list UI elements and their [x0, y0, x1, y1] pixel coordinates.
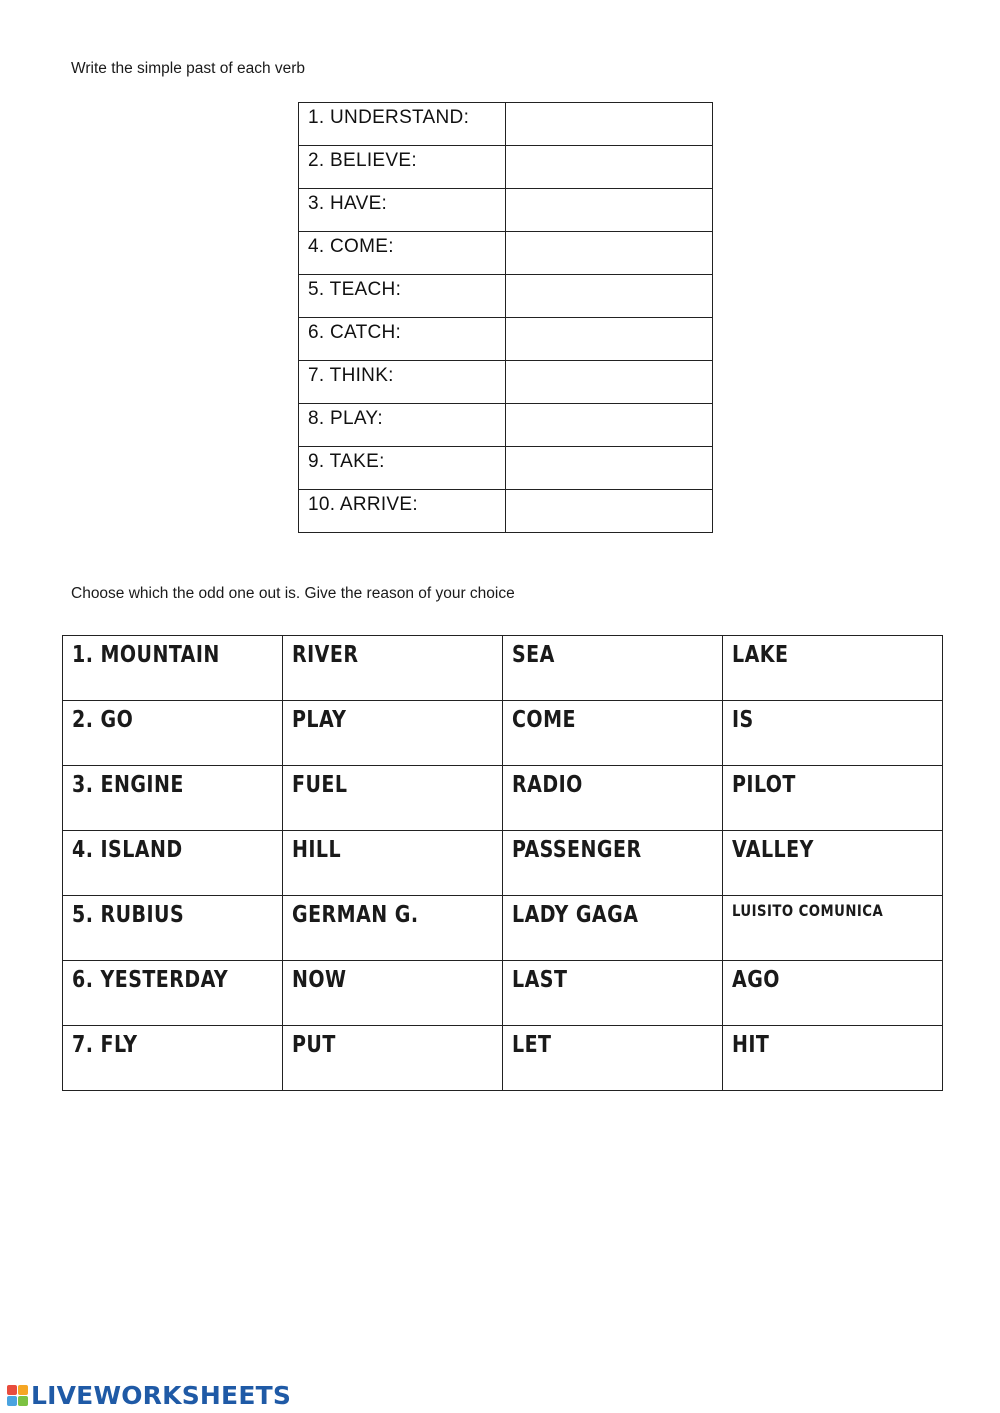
odd-one-out-row	[63, 766, 943, 831]
option-word: HILL	[292, 837, 342, 863]
option-cell[interactable]	[283, 636, 503, 701]
verb-row	[299, 275, 713, 318]
option-cell[interactable]	[283, 961, 503, 1026]
answer-cell	[506, 490, 713, 533]
verb-row	[299, 103, 713, 146]
option-cell[interactable]	[723, 766, 943, 831]
option-cell[interactable]	[63, 1026, 283, 1091]
verb-row	[299, 361, 713, 404]
answer-cell	[506, 146, 713, 189]
verb-label: 5. TEACH:	[299, 275, 506, 318]
verb-label: 7. THINK:	[299, 361, 506, 404]
verb-label: 4. COME:	[299, 232, 506, 275]
option-cell[interactable]	[723, 636, 943, 701]
verb-label: 3. HAVE:	[299, 189, 506, 232]
option-word: LUISITO COMUNICA	[732, 901, 884, 920]
verb-label: 2. BELIEVE:	[299, 146, 506, 189]
option-cell[interactable]	[283, 766, 503, 831]
option-word: 2. GO	[72, 707, 134, 733]
option-word: 6. YESTERDAY	[72, 967, 229, 993]
odd-one-out-row	[63, 896, 943, 961]
option-word: PUT	[292, 1032, 336, 1058]
answer-cell	[506, 232, 713, 275]
option-word: LET	[512, 1032, 552, 1058]
option-cell[interactable]	[283, 831, 503, 896]
instruction-odd-one-out: Choose which the odd one out is. Give the reason of your choice	[71, 585, 515, 602]
option-cell[interactable]	[723, 701, 943, 766]
answer-cell	[506, 447, 713, 490]
option-cell[interactable]	[503, 1026, 723, 1091]
option-cell[interactable]	[63, 636, 283, 701]
option-word: RIVER	[292, 642, 359, 668]
odd-one-out-table	[62, 635, 943, 1091]
verb-row	[299, 447, 713, 490]
odd-one-out-row	[63, 701, 943, 766]
option-cell[interactable]	[63, 896, 283, 961]
past-tense-answer-input[interactable]	[506, 275, 712, 317]
past-tense-answer-input[interactable]	[506, 490, 712, 532]
verb-label: 6. CATCH:	[299, 318, 506, 361]
answer-cell	[506, 103, 713, 146]
option-word: LAST	[512, 967, 568, 993]
verb-row	[299, 404, 713, 447]
option-word: 7. FLY	[72, 1032, 138, 1058]
logo-square-1	[7, 1385, 17, 1395]
past-tense-answer-input[interactable]	[506, 103, 712, 145]
option-word: SEA	[512, 642, 555, 668]
option-cell[interactable]	[503, 896, 723, 961]
option-word: VALLEY	[732, 837, 814, 863]
odd-one-out-row	[63, 636, 943, 701]
verb-row	[299, 490, 713, 533]
logo-grid-icon	[7, 1385, 28, 1406]
option-cell[interactable]	[283, 701, 503, 766]
verb-row	[299, 146, 713, 189]
option-cell[interactable]	[283, 1026, 503, 1091]
option-word: LADY GAGA	[512, 902, 639, 928]
past-tense-answer-input[interactable]	[506, 232, 712, 274]
logo-square-4	[18, 1396, 28, 1406]
option-word: COME	[512, 707, 576, 733]
liveworksheets-logo	[7, 1380, 291, 1410]
simple-past-table	[298, 102, 713, 533]
option-word: GERMAN G.	[292, 902, 419, 928]
option-word: AGO	[732, 967, 780, 993]
verb-label: 8. PLAY:	[299, 404, 506, 447]
option-cell[interactable]	[723, 1026, 943, 1091]
option-word: 3. ENGINE	[72, 772, 184, 798]
option-word: NOW	[292, 967, 347, 993]
answer-cell	[506, 361, 713, 404]
verb-row	[299, 189, 713, 232]
past-tense-answer-input[interactable]	[506, 146, 712, 188]
answer-cell	[506, 275, 713, 318]
option-word: FUEL	[292, 772, 348, 798]
past-tense-answer-input[interactable]	[506, 404, 712, 446]
logo-square-2	[18, 1385, 28, 1395]
logo-text: LIVEWORKSHEETS	[31, 1380, 292, 1410]
option-cell[interactable]	[63, 961, 283, 1026]
option-word: PILOT	[732, 772, 796, 798]
option-word: LAKE	[732, 642, 789, 668]
past-tense-answer-input[interactable]	[506, 447, 712, 489]
past-tense-answer-input[interactable]	[506, 318, 712, 360]
verb-label: 10. ARRIVE:	[299, 490, 506, 533]
option-word: 5. RUBIUS	[72, 902, 185, 928]
verb-label: 9. TAKE:	[299, 447, 506, 490]
answer-cell	[506, 318, 713, 361]
option-word: 4. ISLAND	[72, 837, 183, 863]
odd-one-out-row	[63, 831, 943, 896]
past-tense-answer-input[interactable]	[506, 361, 712, 403]
option-cell[interactable]	[723, 896, 943, 961]
option-cell[interactable]	[503, 961, 723, 1026]
option-cell[interactable]	[723, 961, 943, 1026]
option-cell[interactable]	[63, 766, 283, 831]
option-cell[interactable]	[503, 766, 723, 831]
answer-cell	[506, 404, 713, 447]
option-cell[interactable]	[63, 831, 283, 896]
option-word: PLAY	[292, 707, 347, 733]
logo-square-3	[7, 1396, 17, 1406]
option-word: RADIO	[512, 772, 583, 798]
verb-row	[299, 232, 713, 275]
option-cell[interactable]	[503, 701, 723, 766]
option-cell[interactable]	[723, 831, 943, 896]
option-word: 1. MOUNTAIN	[72, 642, 220, 668]
odd-one-out-row	[63, 1026, 943, 1091]
verb-label: 1. UNDERSTAND:	[299, 103, 506, 146]
instruction-simple-past: Write the simple past of each verb	[71, 60, 306, 77]
verb-row	[299, 318, 713, 361]
option-cell[interactable]	[503, 636, 723, 701]
odd-one-out-row	[63, 961, 943, 1026]
past-tense-answer-input[interactable]	[506, 189, 712, 231]
option-word: HIT	[732, 1032, 770, 1058]
option-word: PASSENGER	[512, 837, 642, 863]
option-cell[interactable]	[503, 831, 723, 896]
answer-cell	[506, 189, 713, 232]
option-cell[interactable]	[283, 896, 503, 961]
option-cell[interactable]	[63, 701, 283, 766]
option-word: IS	[732, 707, 754, 733]
